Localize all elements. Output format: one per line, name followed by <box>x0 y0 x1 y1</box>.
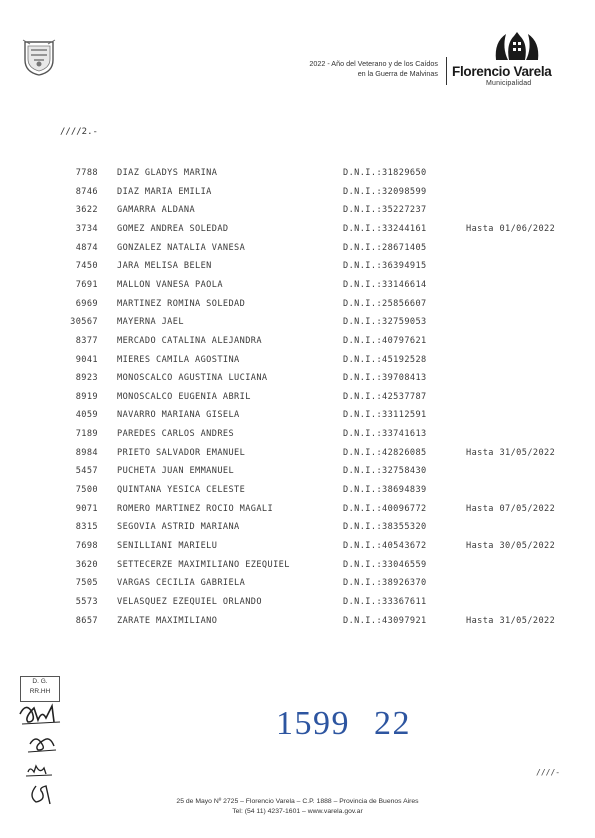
municipal-crest-icon <box>22 38 56 76</box>
list-item <box>0 261 595 280</box>
list-item <box>0 466 595 485</box>
employee-name: GONZALEZ NATALIA VANESA <box>117 242 246 253</box>
validity-note: Hasta 31/05/2022 <box>466 447 556 458</box>
employee-number: 3620 <box>75 559 98 570</box>
employee-number: 6969 <box>75 298 98 309</box>
employee-number: 8377 <box>75 335 98 346</box>
employee-dni: D.N.I.:40096772 <box>343 503 427 514</box>
employee-dni: D.N.I.:36394915 <box>343 261 427 272</box>
employee-number: 4059 <box>75 410 98 421</box>
page-continuation-marker: ////2.- <box>60 127 98 137</box>
employee-name: NAVARRO MARIANA GISELA <box>117 410 240 421</box>
employee-number: 30567 <box>70 317 98 328</box>
employee-number: 7450 <box>75 261 98 272</box>
list-item <box>0 355 595 374</box>
list-item <box>0 448 595 467</box>
list-item <box>0 541 595 560</box>
employee-name: MAYERNA JAEL <box>117 317 184 328</box>
list-item <box>0 224 595 243</box>
employee-name: PAREDES CARLOS ANDRES <box>117 429 235 440</box>
employee-name: SENILLIANI MARIELU <box>117 541 218 551</box>
list-item <box>0 616 595 635</box>
florencio-varela-logo-icon <box>492 30 542 66</box>
list-item <box>0 336 595 355</box>
employee-name: GAMARRA ALDANA <box>117 205 196 216</box>
list-item <box>0 299 595 318</box>
employee-name: ROMERO MARTINEZ ROCIO MAGALI <box>117 503 274 514</box>
list-item <box>0 597 595 616</box>
employee-number: 7788 <box>75 168 98 178</box>
footer-contact: Tel: (54 11) 4237-1601 – www.varela.gov.ar <box>232 808 363 815</box>
employee-dni: D.N.I.:43097921 <box>343 615 427 626</box>
employee-dni: D.N.I.:25856607 <box>343 298 427 309</box>
employee-dni: D.N.I.:33244161 <box>343 223 427 234</box>
employee-name: MONOSCALCO AGUSTINA LUCIANA <box>117 373 268 384</box>
employee-name: PUCHETA JUAN EMMANUEL <box>117 466 235 477</box>
list-item <box>0 373 595 392</box>
employee-number: 5573 <box>75 596 98 607</box>
list-item <box>0 187 595 206</box>
employee-name: SETTECERZE MAXIMILIANO EZEQUIEL <box>117 559 290 570</box>
employee-name: DIAZ MARIA EMILIA <box>117 186 212 197</box>
list-item <box>0 578 595 597</box>
validity-note: Hasta 01/06/2022 <box>466 223 556 234</box>
motto-line-2: en la Guerra de Malvinas <box>357 69 438 78</box>
employee-dni: D.N.I.:33046559 <box>343 559 427 570</box>
list-item <box>0 522 595 541</box>
year-motto <box>250 59 438 79</box>
list-item <box>0 485 595 504</box>
list-item <box>0 317 595 336</box>
employee-dni: D.N.I.:38355320 <box>343 522 427 533</box>
list-item <box>0 280 595 299</box>
employee-dni: D.N.I.:35227237 <box>343 205 427 216</box>
employee-dni: D.N.I.:40797621 <box>343 335 427 346</box>
validity-note: Hasta 31/05/2022 <box>466 615 556 626</box>
employee-dni: D.N.I.:39708413 <box>343 373 427 384</box>
dg-stamp-line-1: D. G. <box>32 678 48 685</box>
employee-number: 8657 <box>75 615 98 626</box>
employee-dni: D.N.I.:38694839 <box>343 485 427 496</box>
employee-dni: D.N.I.:32098599 <box>343 186 427 197</box>
employee-number: 7189 <box>75 429 98 440</box>
list-item <box>0 429 595 448</box>
dg-rrhh-stamp <box>20 676 60 702</box>
list-item <box>0 392 595 411</box>
employee-name: MIERES CAMILA AGOSTINA <box>117 354 240 365</box>
employee-dni: D.N.I.:42826085 <box>343 447 427 458</box>
employee-dni: D.N.I.:28671405 <box>343 242 427 253</box>
list-item <box>0 410 595 429</box>
employee-number: 8746 <box>75 186 98 197</box>
employee-name: MONOSCALCO EUGENIA ABRIL <box>117 391 251 402</box>
employee-name: VARGAS CECILIA GABRIELA <box>117 578 246 589</box>
list-item <box>0 504 595 523</box>
employee-number: 7505 <box>75 578 98 589</box>
employee-dni: D.N.I.:40543672 <box>343 541 427 551</box>
employee-dni: D.N.I.:42537787 <box>343 391 427 402</box>
employee-number: 7500 <box>75 485 98 496</box>
employee-name: ZARATE MAXIMILIANO <box>117 615 218 626</box>
employee-number: 8919 <box>75 391 98 402</box>
employee-name: PRIETO SALVADOR EMANUEL <box>117 447 246 458</box>
validity-note: Hasta 07/05/2022 <box>466 503 556 514</box>
employee-dni: D.N.I.:33367611 <box>343 596 427 607</box>
list-item <box>0 560 595 579</box>
employee-number: 9041 <box>75 354 98 365</box>
brand-subtitle: Municipalidad <box>486 80 532 87</box>
employee-number: 5457 <box>75 466 98 477</box>
employee-name: QUINTANA YESICA CELESTE <box>117 485 246 496</box>
employee-number: 8315 <box>75 522 98 533</box>
footer-address: 25 de Mayo Nº 2725 – Florencio Varela – C.P. 1888 – Provincia de Buenos Aires <box>176 798 419 805</box>
motto-line-1: 2022 - Año del Veterano y de los Caídos <box>309 59 438 68</box>
employee-number: 7691 <box>75 279 98 290</box>
employee-name: GOMEZ ANDREA SOLEDAD <box>117 223 229 234</box>
employee-number: 7698 <box>75 541 98 551</box>
dg-stamp-line-2: RR.HH <box>29 688 51 695</box>
employee-number: 9071 <box>75 503 98 514</box>
registration-number-stamp: 1599 22 <box>276 705 411 742</box>
employee-name: MARTINEZ ROMINA SOLEDAD <box>117 298 246 309</box>
employee-dni: D.N.I.:38926370 <box>343 578 427 589</box>
brand-name: Florencio Varela <box>452 64 552 79</box>
employee-name: MERCADO CATALINA ALEJANDRA <box>117 335 262 346</box>
employee-number: 8923 <box>75 373 98 384</box>
employee-number: 8984 <box>75 447 98 458</box>
employee-number: 4874 <box>75 242 98 253</box>
employee-dni: D.N.I.:33112591 <box>343 410 427 421</box>
employee-number: 3734 <box>75 223 98 234</box>
employee-dni: D.N.I.:31829650 <box>343 168 427 178</box>
employee-dni: D.N.I.:45192528 <box>343 354 427 365</box>
employee-number: 3622 <box>75 205 98 216</box>
employee-name: SEGOVIA ASTRID MARIANA <box>117 522 240 533</box>
employee-dni: D.N.I.:32758430 <box>343 466 427 477</box>
list-item <box>0 243 595 262</box>
employee-dni: D.N.I.:33146614 <box>343 279 427 290</box>
employee-name: DIAZ GLADYS MARINA <box>117 168 218 178</box>
header-divider <box>446 57 447 85</box>
employee-dni: D.N.I.:33741613 <box>343 429 427 440</box>
validity-note: Hasta 30/05/2022 <box>466 541 556 551</box>
page-end-marker: ////- <box>536 768 561 777</box>
list-item <box>0 205 595 224</box>
employee-dni: D.N.I.:32759053 <box>343 317 427 328</box>
employee-name: JARA MELISA BELEN <box>117 261 212 272</box>
employee-name: MALLON VANESA PAOLA <box>117 279 223 290</box>
list-item <box>0 168 595 187</box>
handwritten-initials-signature <box>16 700 66 810</box>
employee-name: VELASQUEZ EZEQUIEL ORLANDO <box>117 596 262 607</box>
